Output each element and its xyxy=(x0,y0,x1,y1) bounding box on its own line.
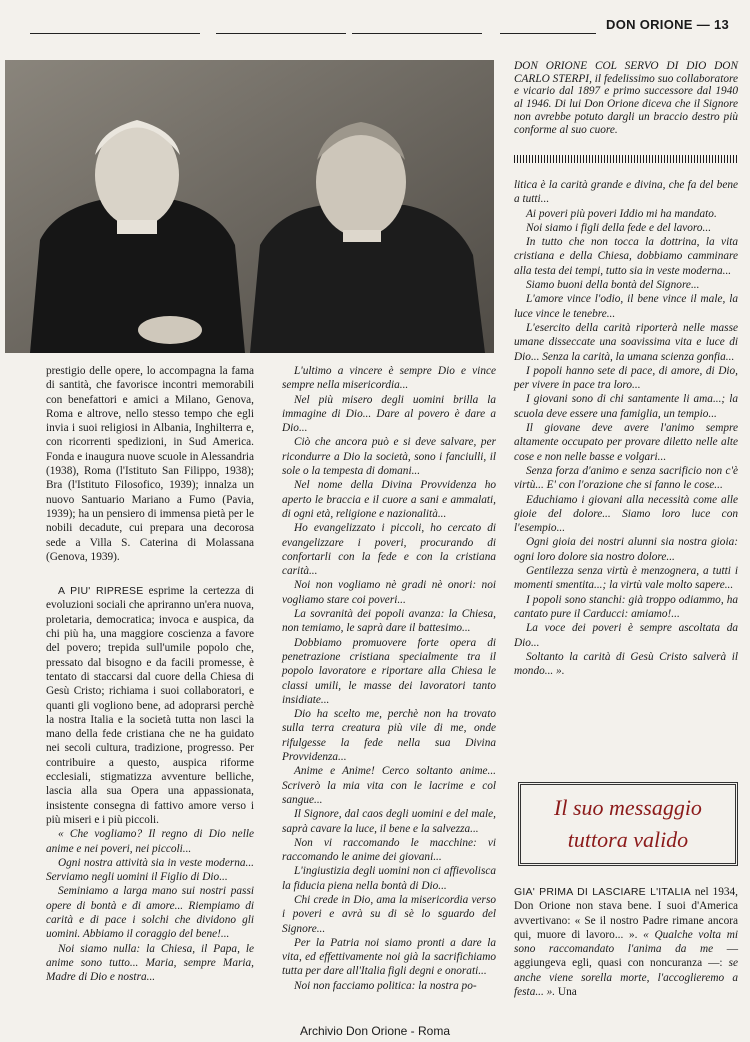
paragraph-text: Una xyxy=(555,986,577,999)
paragraph-text: nel 1934, Don Orione non stava bene. I suoi d'America avvertivano: « Se il nostro Padre rimane ancora qui, muore di lavoro... ». xyxy=(514,886,739,941)
quote-paragraph: Noi non vogliamo nè gradi nè onori: noi vogliamo stare coi poveri... xyxy=(282,579,496,606)
quote-text: « Qualche volta mi sono raccomandato l'anima da me xyxy=(514,928,738,956)
quote-paragraph: Non vi raccomando le macchine: vi raccomando le anime dei giovani... xyxy=(282,836,496,864)
quote-paragraph: Il Signore, dal caos degli uomini e del male, saprà cavare la luce, il bene e la salvezza... xyxy=(282,808,496,835)
quote-paragraph: I popoli sono stanchi: già troppo odiammo, ha cantato pure il Carducci: amiamo!... xyxy=(514,593,738,620)
quote-paragraph: I giovani sono di chi santamente li ama...; la scuola deve essere una famiglia, un tempio... xyxy=(514,393,738,420)
quote-paragraph: Gentilezza senza virtù è menzognera, a tutti i momenti smentita...; la virtù vale molto sapere... xyxy=(514,565,738,592)
section-title-line-1: Il suo messaggio xyxy=(554,795,702,820)
archive-footer: Archivio Don Orione - Roma xyxy=(299,1024,451,1038)
paragraph-text: — aggiungeva egli, quasi con noncuranza —: xyxy=(514,943,739,970)
quote-paragraph: Senza forza d'animo e senza sacrificio non c'è virtù... E' con l'orazione che si fanno le cose... xyxy=(514,464,738,492)
quote-paragraph: La voce dei poveri è sempre ascoltata da Dio... xyxy=(514,622,738,649)
quote-paragraph: litica è la carità grande e divina, che fa del bene a tutti... xyxy=(514,179,738,206)
section-lead: GIA' PRIMA DI LASCIARE L'ITALIA xyxy=(514,886,691,898)
quote-paragraph: Nel più misero degli uomini brilla la immagine di Dio... Dare al povero è dare a Dio... xyxy=(282,393,496,435)
quote-text: se anche viene sorella morte, l'accoglieremo a festa... ». xyxy=(514,957,738,999)
quote-paragraph: Ho evangelizzato i piccoli, ho cercato di evangelizzare i poveri, procurando di confortarli con la fede e con la cristiana carità... xyxy=(282,522,496,578)
header-rule-2 xyxy=(216,33,346,34)
header-rule-1 xyxy=(30,33,200,34)
quote-paragraph: Noi non facciamo politica: la nostra po- xyxy=(294,979,477,992)
quote-paragraph: Educhiamo i giovani alla necessità come alle gioie del dolore... Siamo loro luce con l'esempio... xyxy=(514,493,738,535)
text-column-2 xyxy=(282,364,496,993)
quote-paragraph: I popoli hanno sete di pace, di amore, di Dio, per vivere in pace tra loro... xyxy=(514,364,738,392)
quote-paragraph: Seminiamo a larga mano sui nostri passi opere di bontà e di amore... Riempiamo di carità e di pace i solchi che dividono gli uomini. Abbiamo il coraggio del bene!... xyxy=(46,885,254,941)
quote-paragraph: L'esercito della carità riporterà nelle masse umane disseccate una soavissima vita e luce di Dio... Senza la carità, la umana scienza gonfia... xyxy=(514,321,738,363)
quote-paragraph: La sovranità dei popoli avanza: la Chiesa, non temiamo, le saprà dare il battesimo... xyxy=(282,608,496,635)
section-title-line-2: tuttora valido xyxy=(567,827,689,852)
paragraph-text: esprime la certezza di evoluzioni sociali che apriranno un'era nuova, proletaria, democratica; invoca e auspica, da chi più ha, una maggiore coscienza a favore del povero; trepida sull'umile popolo che, pressato dal bisogno e da facili promesse, è tentato di staccarsi dal cuore della Chiesa di Gesù Cristo; richiama i suoi collaboratori, e quanti gli vogliono bene, ad adoprarsi perchè la nostra Italia e la società tutta non lasci la mano della fede cristiana che ne ha guidato nei secoli cultura, tradizione, progresso. Per contribuire a questo, auspica riforme ecclesiali, stigmatizza avventure belliche, lascia alla sua Opera una appassionata, insistente consegna di fattivo amore verso i più miseri e i più piccoli. xyxy=(46,585,254,826)
quote-paragraph: Dobbiamo promuovere forte opera di penetrazione cristiana specialmente tra il popolo lavoratore e riportare alla Chiesa le classi umili, le masse dei lavoratori tanto insidiate... xyxy=(282,636,496,706)
quote-paragraph: Noi siamo nulla: la Chiesa, il Papa, le anime sono tutto... Maria, sempre Maria, Madre di Dio e nostra... xyxy=(46,942,254,984)
quote-paragraph: L'amore vince l'odio, il bene vince il male, la luce vince le tenebre... xyxy=(514,293,738,320)
photo-illustration xyxy=(5,60,494,353)
section-lead: A PIU' RIPRESE xyxy=(58,585,144,598)
photo-two-priests xyxy=(5,60,494,353)
quote-paragraph: Ogni nostra attività sia in veste moderna... Serviamo negli uomini il Figlio di Dio... xyxy=(46,856,254,884)
header-rule-3 xyxy=(352,33,482,34)
header-rule-4 xyxy=(500,33,596,34)
quote-paragraph: Soltanto la carità di Gesù Cristo salverà il mondo... ». xyxy=(514,650,738,678)
paragraph: prestigio delle opere, lo accompagna la fama di santità, che favorisce incontri memorabili con benefattori e amici a Milano, Genova, Roma e altrove, nello stesso tempo che egli invia i suoi religiosi in Albania, Inghilterra e, con ricorrenti spedizioni, in Sud America. Fonda e inaugura nuove scuole in Alessandria (1938), Roma (l'Istituto San Filippo, 1938); Bra (l'Istituto Filosofico, 1939); innalza un nuovo Santuario Mariano a Fumo (Pavia, 1939); ha un pensiero di immensa pietà per le nobili decadute, cui prepara una decorosa sede a Villa S. Caterina di Molassana (Genova, 1939). xyxy=(46,365,254,563)
quote-paragraph: Per la Patria noi siamo pronti a dare la vita, ed effettivamente noi già la sacrifichiamo tutta per dare all'Italia figli degni e onorati... xyxy=(282,936,496,978)
quote-paragraph: Ciò che ancora può e si deve salvare, per ricondurre a Dio la società, sono i fanciulli, il sole o la tempesta di domani... xyxy=(282,436,496,478)
header-title: DON ORIONE xyxy=(606,17,693,32)
text-column-1 xyxy=(46,364,254,984)
quote-paragraph: Ogni gioia dei nostri alunni sia nostra gioia: ogni loro dolore sia nostro dolore... xyxy=(514,536,738,563)
quote-paragraph: L'ingiustizia degli uomini non ci affievolisca la fiducia piena nella bontà di Dio... xyxy=(282,865,496,892)
quote-paragraph: Siamo buoni della bontà del Signore... xyxy=(526,279,700,292)
quote-paragraph: Nel nome della Divina Provvidenza ho aperto le braccia e il cuore a sani e ammalati, di ogni età, religione e nazionalità... xyxy=(282,479,496,520)
section-title-box xyxy=(518,782,738,866)
page-number: 13 xyxy=(713,17,730,32)
quote-paragraph: « Che vogliamo? Il regno di Dio nelle anime e nei poveri, nei piccoli... xyxy=(46,828,254,855)
quote-paragraph: Ai poveri più poveri Iddio mi ha mandato. xyxy=(526,207,717,220)
quote-paragraph: Noi siamo i figli della fede e del lavoro... xyxy=(526,221,712,234)
quote-paragraph: Il giovane deve avere l'animo sempre altamente occupato per provare diletto nelle alte cose e non nelle basse e volgari... xyxy=(514,422,738,463)
quote-paragraph: Anime e Anime! Cerco soltanto anime... Scriverò la mia vita con le lacrime e col sangue... xyxy=(282,765,496,806)
running-header xyxy=(606,17,738,32)
decorative-hatch-rule xyxy=(514,155,738,163)
quote-paragraph: Dio ha scelto me, perchè non ha trovato sulla terra creatura più vile di me, onde rifulgesse la fede nella sua Divina Provvidenza... xyxy=(282,708,496,764)
header-dash: — xyxy=(696,17,711,32)
text-column-3 xyxy=(514,178,738,678)
text-column-4 xyxy=(514,885,738,999)
photo-caption: DON ORIONE COL SERVO DI DIO DON CARLO STERPI, il fedelissimo suo collaboratore e vicario dal 1897 e primo successore dal 1940 al 1946. Di lui Don Orione diceva che il Signore non avrebbe potuto dargli un braccio destro più conforme al suo cuore. xyxy=(514,60,738,136)
quote-paragraph: In tutto che non tocca la dottrina, la vita cristiana e della Chiesa, dobbiamo camminare alla testa dei tempi, tutto sia in veste moderna... xyxy=(514,236,738,277)
quote-paragraph: Chi crede in Dio, ama la misericordia verso i poveri e avrà su di sè lo sguardo del Signore... xyxy=(282,893,496,935)
quote-paragraph: L'ultimo a vincere è sempre Dio e vince sempre nella misericordia... xyxy=(282,365,496,392)
